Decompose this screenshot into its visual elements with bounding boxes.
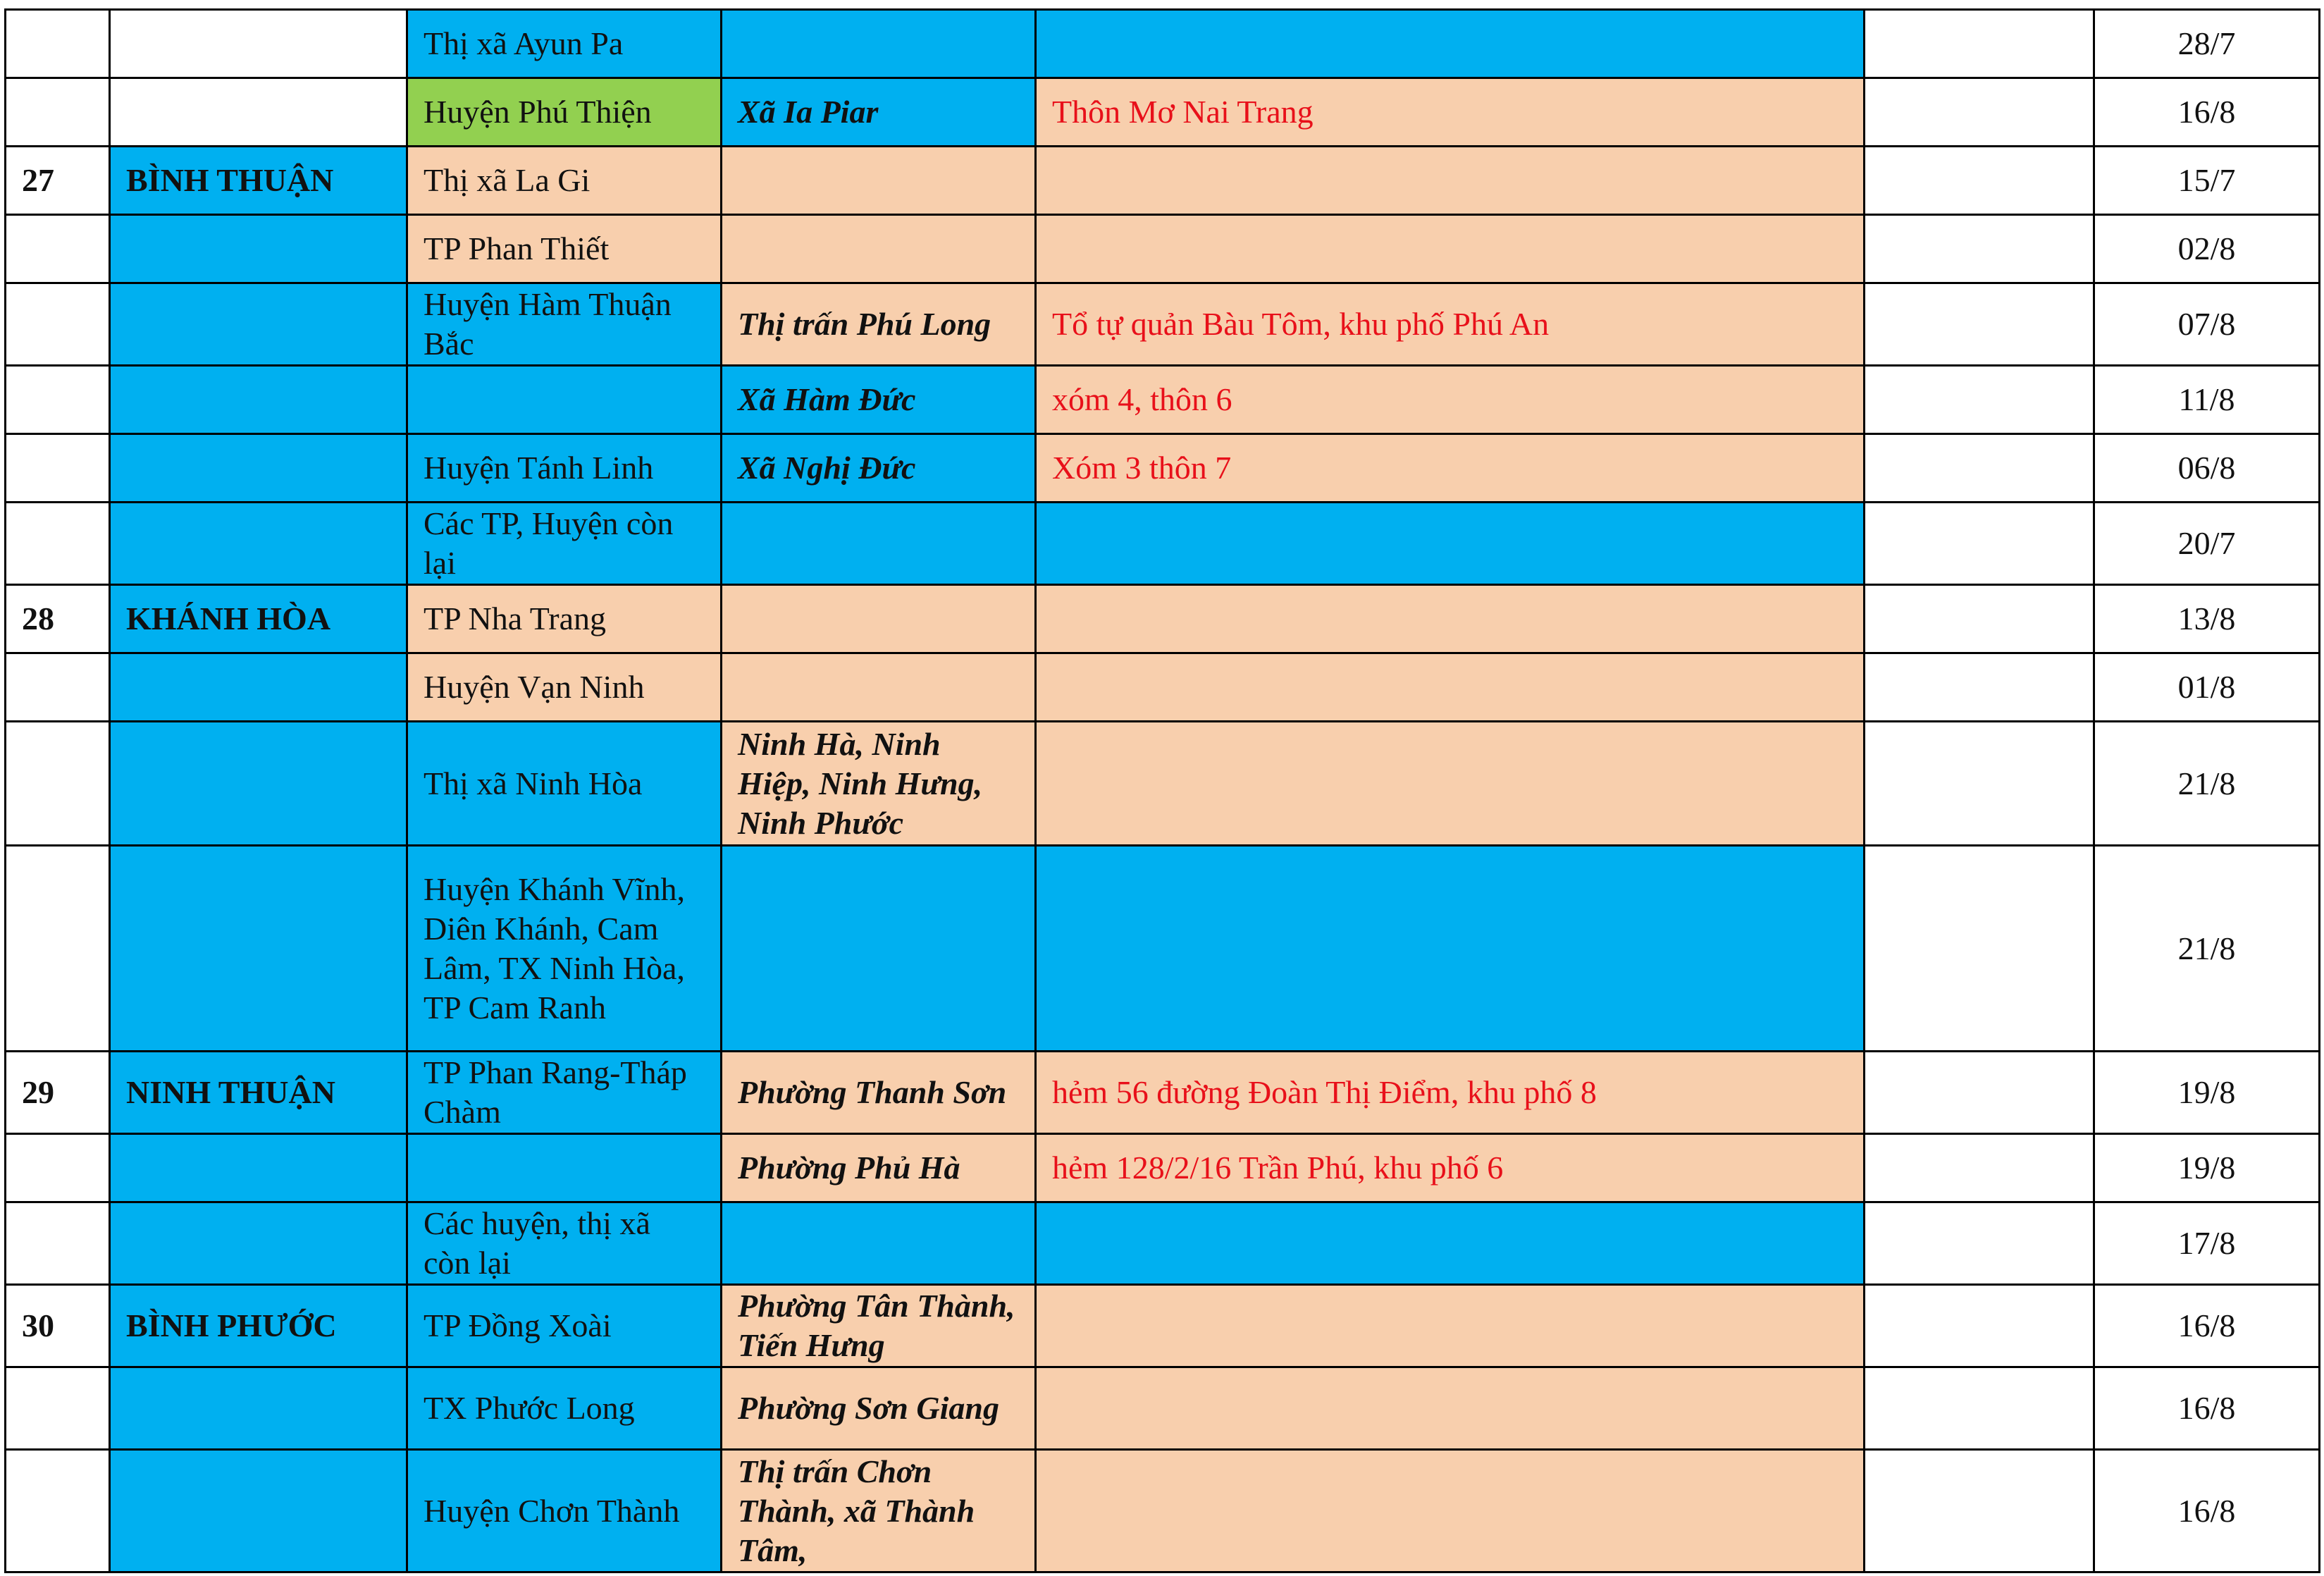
address-cell: Thôn Mơ Nai Trang (1036, 78, 1865, 147)
ward-cell: Ninh Hà, Ninh Hiệp, Ninh Hưng, Ninh Phước (722, 722, 1036, 846)
row-number: 29 (6, 1052, 110, 1134)
district-cell (407, 366, 722, 434)
ward-cell (722, 503, 1036, 585)
table-row (6, 78, 2320, 147)
extra-cell (1865, 1285, 2094, 1367)
date-cell: 02/8 (2094, 215, 2320, 283)
row-number (6, 434, 110, 503)
extra-cell (1865, 1367, 2094, 1450)
row-number (6, 846, 110, 1052)
table-row (6, 846, 2320, 1052)
province-cell: BÌNH THUẬN (110, 147, 407, 215)
ward-cell: Xã Ia Piar (722, 78, 1036, 147)
province-cell (110, 366, 407, 434)
province-cell (110, 78, 407, 147)
table-row (6, 147, 2320, 215)
row-number: 30 (6, 1285, 110, 1367)
address-cell (1036, 1202, 1865, 1285)
address-cell (1036, 503, 1865, 585)
district-cell: TP Phan Thiết (407, 215, 722, 283)
ward-cell: Phường Phủ Hà (722, 1134, 1036, 1202)
extra-cell (1865, 1202, 2094, 1285)
extra-cell (1865, 10, 2094, 78)
address-cell: Xóm 3 thôn 7 (1036, 434, 1865, 503)
date-cell: 16/8 (2094, 78, 2320, 147)
row-number (6, 503, 110, 585)
table-row (6, 1450, 2320, 1572)
address-cell (1036, 1367, 1865, 1450)
table-row (6, 653, 2320, 722)
ward-cell: Xã Hàm Đức (722, 366, 1036, 434)
province-cell (110, 10, 407, 78)
address-cell (1036, 10, 1865, 78)
district-cell: TP Nha Trang (407, 585, 722, 653)
date-cell: 15/7 (2094, 147, 2320, 215)
row-number (6, 1367, 110, 1450)
date-cell: 28/7 (2094, 10, 2320, 78)
date-cell: 20/7 (2094, 503, 2320, 585)
row-number (6, 215, 110, 283)
date-cell: 21/8 (2094, 846, 2320, 1052)
district-cell: TP Đồng Xoài (407, 1285, 722, 1367)
extra-cell (1865, 366, 2094, 434)
row-number: 28 (6, 585, 110, 653)
row-number: 27 (6, 147, 110, 215)
extra-cell (1865, 283, 2094, 366)
table-row (6, 1134, 2320, 1202)
table-row (6, 215, 2320, 283)
ward-cell: Phường Sơn Giang (722, 1367, 1036, 1450)
ward-cell: Phường Tân Thành, Tiến Hưng (722, 1285, 1036, 1367)
extra-cell (1865, 147, 2094, 215)
extra-cell (1865, 585, 2094, 653)
ward-cell (722, 846, 1036, 1052)
district-cell: TP Phan Rang-Tháp Chàm (407, 1052, 722, 1134)
row-number (6, 283, 110, 366)
province-cell (110, 1134, 407, 1202)
table-row (6, 585, 2320, 653)
province-cell (110, 722, 407, 846)
row-number (6, 653, 110, 722)
extra-cell (1865, 1450, 2094, 1572)
extra-cell (1865, 78, 2094, 147)
district-cell (407, 1134, 722, 1202)
table-row (6, 283, 2320, 366)
extra-cell (1865, 1052, 2094, 1134)
province-cell (110, 1202, 407, 1285)
district-cell: Thị xã La Gi (407, 147, 722, 215)
extra-cell (1865, 1134, 2094, 1202)
date-cell: 16/8 (2094, 1450, 2320, 1572)
ward-cell: Thị trấn Chơn Thành, xã Thành Tâm, (722, 1450, 1036, 1572)
date-cell: 16/8 (2094, 1367, 2320, 1450)
outbreak-area-table (4, 8, 2320, 1573)
province-cell: KHÁNH HÒA (110, 585, 407, 653)
address-cell (1036, 653, 1865, 722)
table-row (6, 1285, 2320, 1367)
district-cell: Huyện Tánh Linh (407, 434, 722, 503)
table-row (6, 722, 2320, 846)
district-cell: Các huyện, thị xã còn lại (407, 1202, 722, 1285)
table-row (6, 503, 2320, 585)
ward-cell (722, 653, 1036, 722)
date-cell: 19/8 (2094, 1052, 2320, 1134)
district-cell: Huyện Hàm Thuận Bắc (407, 283, 722, 366)
address-cell: Tổ tự quản Bàu Tôm, khu phố Phú An (1036, 283, 1865, 366)
ward-cell (722, 147, 1036, 215)
ward-cell: Xã Nghị Đức (722, 434, 1036, 503)
address-cell (1036, 846, 1865, 1052)
district-cell: Thị xã Ayun Pa (407, 10, 722, 78)
date-cell: 19/8 (2094, 1134, 2320, 1202)
address-cell (1036, 147, 1865, 215)
address-cell: hẻm 56 đường Đoàn Thị Điểm, khu phố 8 (1036, 1052, 1865, 1134)
ward-cell: Phường Thanh Sơn (722, 1052, 1036, 1134)
row-number (6, 1202, 110, 1285)
row-number (6, 1450, 110, 1572)
address-cell (1036, 1450, 1865, 1572)
ward-cell (722, 585, 1036, 653)
date-cell: 06/8 (2094, 434, 2320, 503)
table-row (6, 434, 2320, 503)
district-cell: Huyện Khánh Vĩnh, Diên Khánh, Cam Lâm, TX Ninh Hòa, TP Cam Ranh (407, 846, 722, 1052)
table-row (6, 1367, 2320, 1450)
ward-cell (722, 215, 1036, 283)
address-cell (1036, 585, 1865, 653)
date-cell: 01/8 (2094, 653, 2320, 722)
province-cell (110, 653, 407, 722)
table-row (6, 10, 2320, 78)
province-cell (110, 283, 407, 366)
address-cell (1036, 215, 1865, 283)
address-cell: xóm 4, thôn 6 (1036, 366, 1865, 434)
ward-cell (722, 1202, 1036, 1285)
row-number (6, 78, 110, 147)
district-cell: Huyện Vạn Ninh (407, 653, 722, 722)
province-cell: BÌNH PHƯỚC (110, 1285, 407, 1367)
date-cell: 07/8 (2094, 283, 2320, 366)
date-cell: 13/8 (2094, 585, 2320, 653)
table-row (6, 366, 2320, 434)
address-cell (1036, 1285, 1865, 1367)
address-cell: hẻm 128/2/16 Trần Phú, khu phố 6 (1036, 1134, 1865, 1202)
row-number (6, 10, 110, 78)
province-cell (110, 503, 407, 585)
district-cell: Các TP, Huyện còn lại (407, 503, 722, 585)
province-cell (110, 215, 407, 283)
row-number (6, 722, 110, 846)
district-cell: Huyện Phú Thiện (407, 78, 722, 147)
province-cell: NINH THUẬN (110, 1052, 407, 1134)
date-cell: 11/8 (2094, 366, 2320, 434)
extra-cell (1865, 215, 2094, 283)
district-cell: Huyện Chơn Thành (407, 1450, 722, 1572)
district-cell: Thị xã Ninh Hòa (407, 722, 722, 846)
province-cell (110, 1450, 407, 1572)
extra-cell (1865, 653, 2094, 722)
row-number (6, 366, 110, 434)
address-cell (1036, 722, 1865, 846)
ward-cell (722, 10, 1036, 78)
table-row (6, 1052, 2320, 1134)
extra-cell (1865, 503, 2094, 585)
table-row (6, 1202, 2320, 1285)
district-cell: TX Phước Long (407, 1367, 722, 1450)
province-cell (110, 434, 407, 503)
extra-cell (1865, 434, 2094, 503)
row-number (6, 1134, 110, 1202)
province-cell (110, 1367, 407, 1450)
extra-cell (1865, 846, 2094, 1052)
date-cell: 16/8 (2094, 1285, 2320, 1367)
date-cell: 17/8 (2094, 1202, 2320, 1285)
extra-cell (1865, 722, 2094, 846)
date-cell: 21/8 (2094, 722, 2320, 846)
province-cell (110, 846, 407, 1052)
ward-cell: Thị trấn Phú Long (722, 283, 1036, 366)
